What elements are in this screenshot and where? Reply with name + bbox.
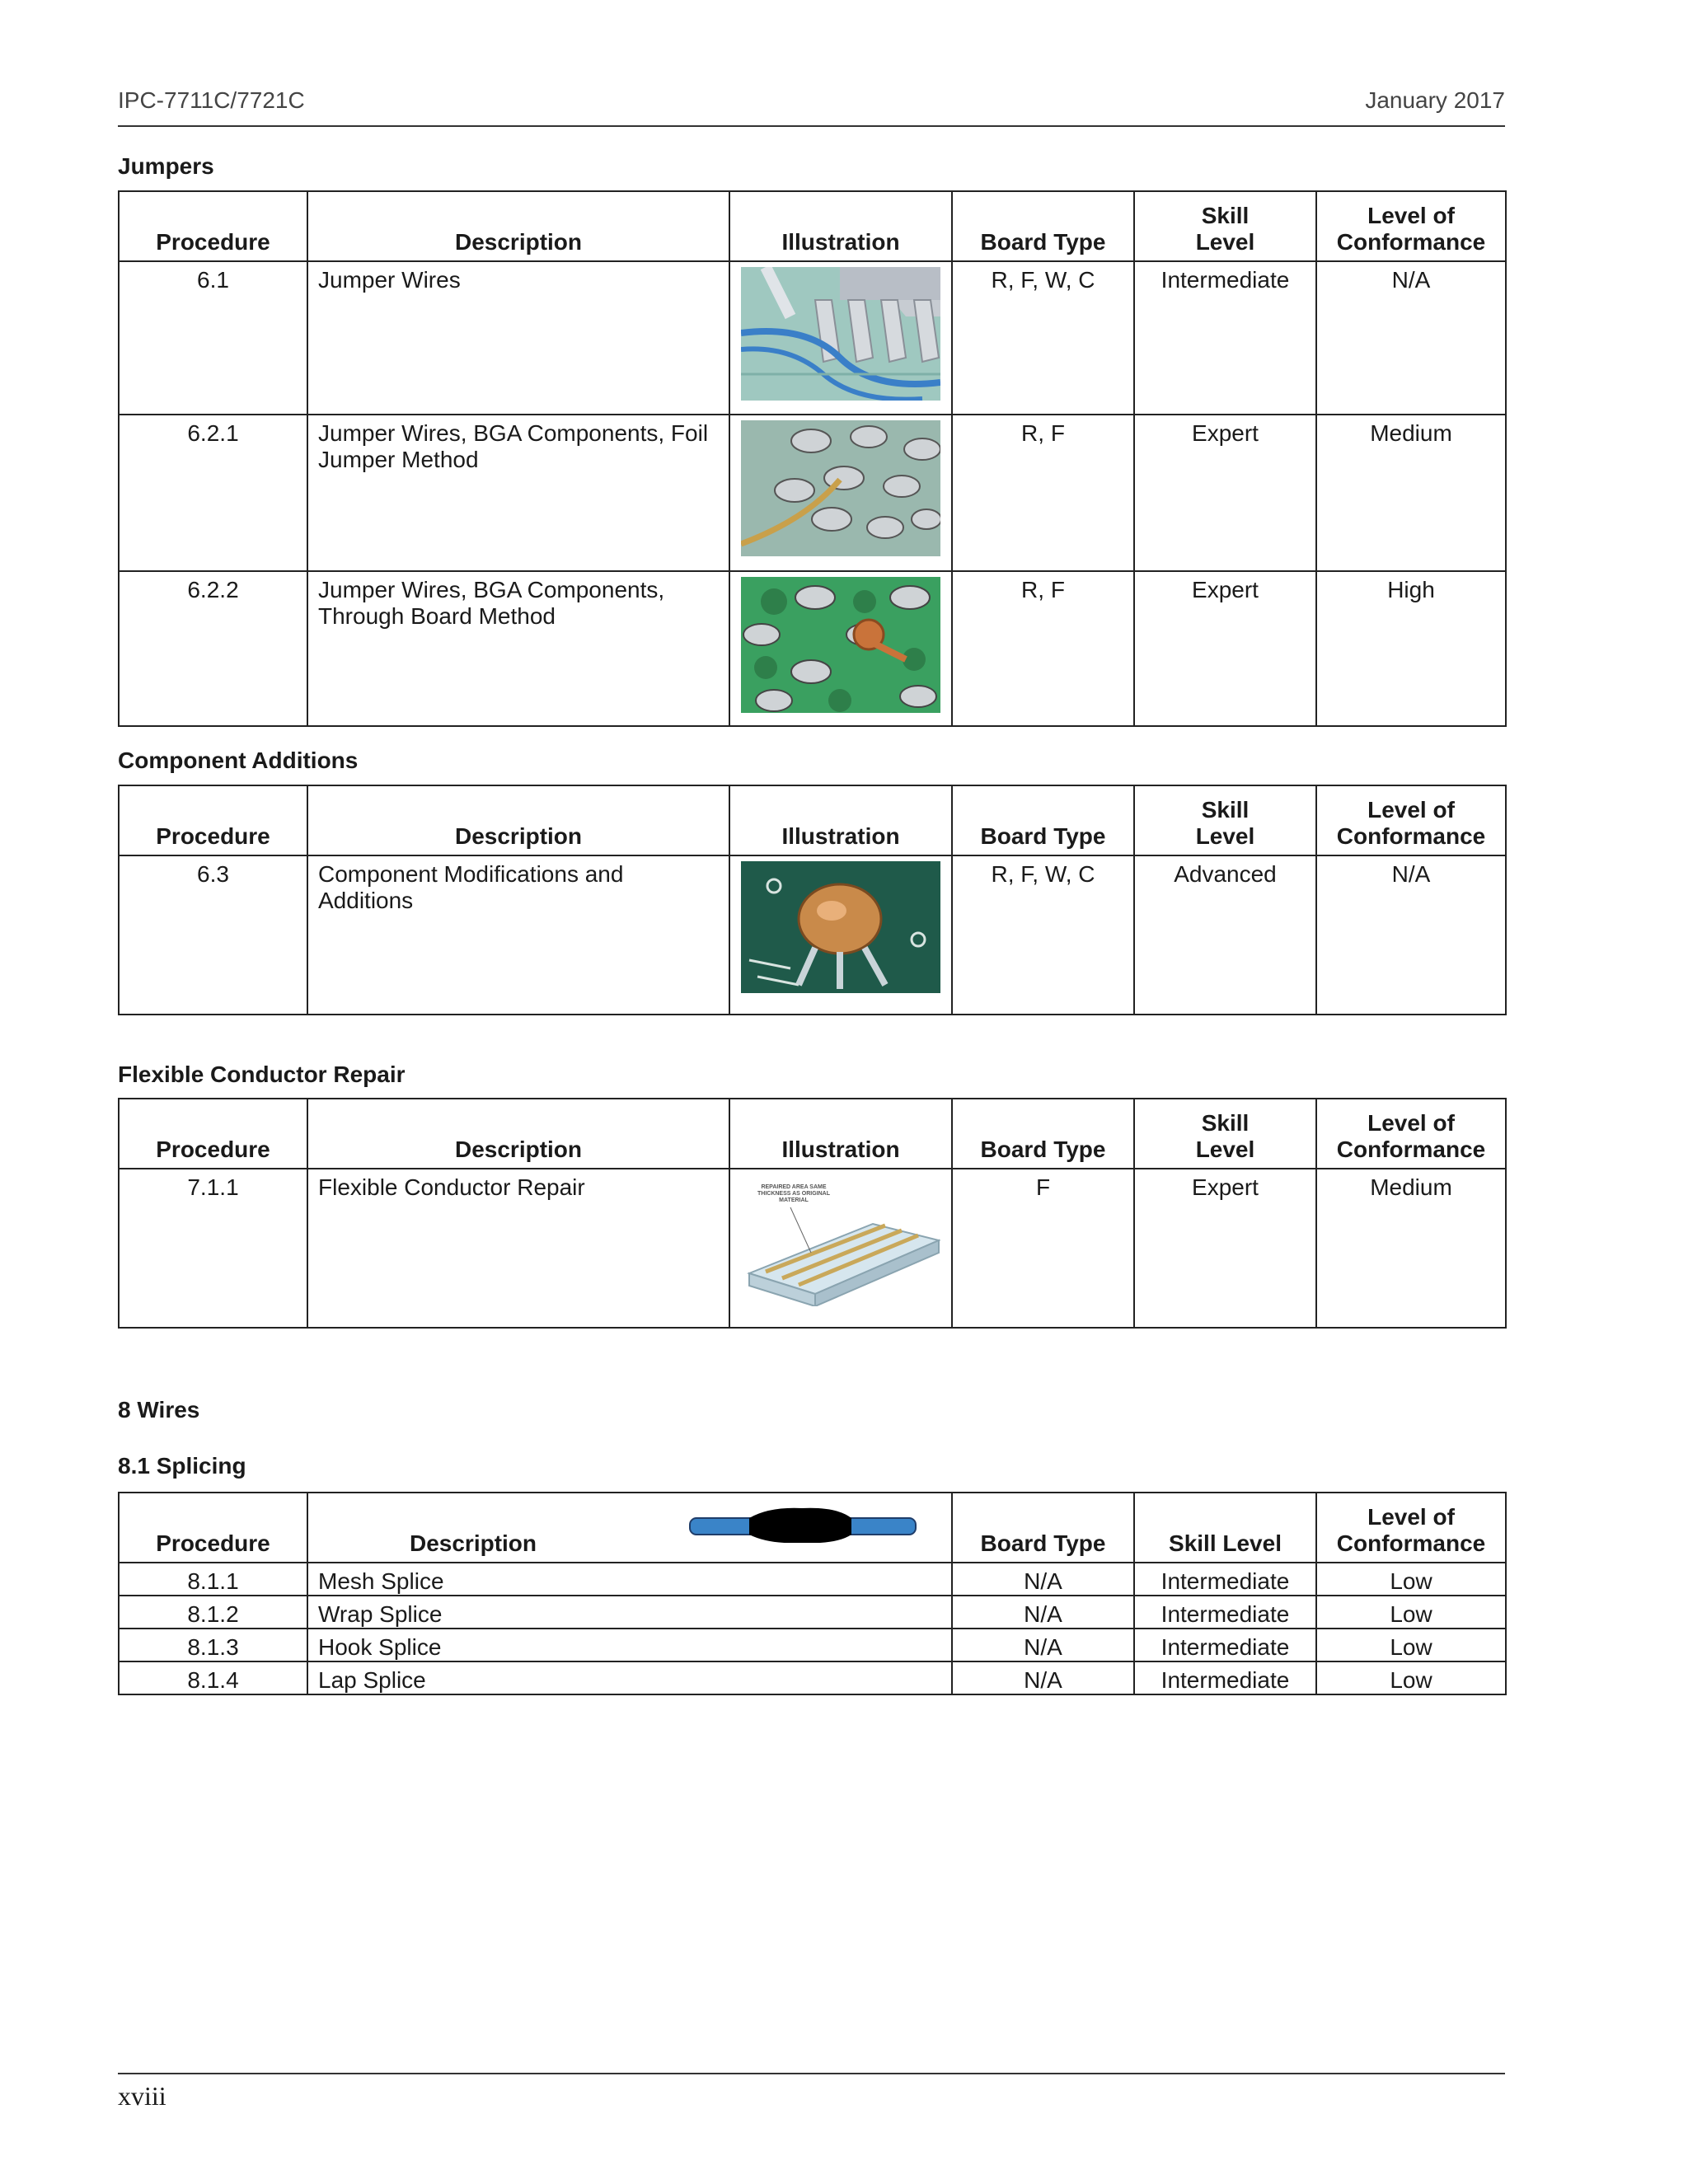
col-procedure: Procedure (119, 1493, 307, 1563)
col-conformance: Level of Conformance (1316, 191, 1506, 261)
conformance-level: N/A (1316, 855, 1506, 1015)
col-description: Description (307, 1493, 952, 1563)
col-description: Description (307, 1099, 729, 1169)
description: Hook Splice (307, 1629, 952, 1661)
col-board-type: Board Type (952, 1099, 1134, 1169)
table-header-row (119, 1493, 1506, 1563)
col-skill-level: Skill Level (1134, 1493, 1316, 1563)
conformance-level: Low (1316, 1629, 1506, 1661)
col-illustration: Illustration (729, 785, 952, 855)
section-title-splicing: 8.1 Splicing (118, 1453, 246, 1479)
through-board-illustration (741, 577, 940, 719)
table-header-row (119, 191, 1506, 261)
illustration-callout: REPAIRED AREA SAME THICKNESS AS ORIGINAL MATERIAL (757, 1184, 831, 1203)
description: Jumper Wires (307, 261, 729, 415)
page-header (118, 82, 1505, 127)
table-row (119, 1169, 1506, 1328)
conformance-level: N/A (1316, 261, 1506, 415)
col-procedure: Procedure (119, 785, 307, 855)
description: Jumper Wires, BGA Components, Foil Jumper Method (307, 415, 729, 571)
illustration-cell (729, 1169, 952, 1328)
col-procedure: Procedure (119, 1099, 307, 1169)
table-row (119, 415, 1506, 571)
document-date: January 2017 (1365, 87, 1505, 113)
board-type: R, F (952, 415, 1134, 571)
col-board-type: Board Type (952, 191, 1134, 261)
jumper-wires-illustration (741, 267, 940, 406)
col-skill-level: Skill Level (1134, 785, 1316, 855)
conformance-level: Low (1316, 1563, 1506, 1596)
col-conformance: Level of Conformance (1316, 785, 1506, 855)
conformance-level: High (1316, 571, 1506, 726)
page-footer-rule (118, 2073, 1505, 2074)
description: Lap Splice (307, 1661, 952, 1694)
flex-repair-table (118, 1098, 1507, 1329)
board-type: R, F, W, C (952, 261, 1134, 415)
component-modification-illustration (741, 861, 940, 999)
page-number: xviii (118, 2081, 166, 2111)
skill-level: Intermediate (1134, 1661, 1316, 1694)
procedure-number: 8.1.1 (119, 1563, 307, 1596)
chapter-title-wires: 8 Wires (118, 1397, 200, 1422)
document-id: IPC-7711C/7721C (118, 87, 305, 113)
skill-level: Advanced (1134, 855, 1316, 1015)
col-conformance: Level of Conformance (1316, 1493, 1506, 1563)
col-conformance: Level of Conformance (1316, 1099, 1506, 1169)
procedure-number: 8.1.4 (119, 1661, 307, 1694)
section-title-component-additions: Component Additions (118, 748, 359, 773)
table-header-row (119, 1099, 1506, 1169)
col-description: Description (307, 191, 729, 261)
table-row (119, 1661, 1506, 1694)
procedure-number: 6.2.2 (119, 571, 307, 726)
col-description: Description (307, 785, 729, 855)
col-procedure: Procedure (119, 191, 307, 261)
table-row (119, 261, 1506, 415)
board-type: F (952, 1169, 1134, 1328)
description: Flexible Conductor Repair (307, 1169, 729, 1328)
col-skill-level: Skill Level (1134, 1099, 1316, 1169)
splicing-table (118, 1492, 1507, 1695)
section-title-jumpers: Jumpers (118, 153, 214, 179)
table-header-row (119, 785, 1506, 855)
table-row (119, 1596, 1506, 1629)
table-row (119, 1629, 1506, 1661)
description: Jumper Wires, BGA Components, Through Board Method (307, 571, 729, 726)
illustration-cell (729, 855, 952, 1015)
skill-level: Intermediate (1134, 1596, 1316, 1629)
board-type: N/A (952, 1563, 1134, 1596)
col-board-type: Board Type (952, 785, 1134, 855)
col-skill-level: Skill Level (1134, 191, 1316, 261)
skill-level: Intermediate (1134, 1563, 1316, 1596)
description: Component Modifications and Additions (307, 855, 729, 1015)
col-illustration: Illustration (729, 191, 952, 261)
illustration-cell (729, 415, 952, 571)
board-type: R, F, W, C (952, 855, 1134, 1015)
skill-level: Expert (1134, 1169, 1316, 1328)
skill-level: Intermediate (1134, 261, 1316, 415)
board-type: R, F (952, 571, 1134, 726)
wire-splice-icon (687, 1507, 919, 1543)
col-board-type: Board Type (952, 1493, 1134, 1563)
description: Wrap Splice (307, 1596, 952, 1629)
conformance-level: Medium (1316, 415, 1506, 571)
procedure-number: 8.1.3 (119, 1629, 307, 1661)
section-title-flex-repair: Flexible Conductor Repair (118, 1062, 406, 1087)
procedure-number: 7.1.1 (119, 1169, 307, 1328)
foil-jumper-illustration (741, 420, 940, 562)
procedure-number: 6.2.1 (119, 415, 307, 571)
table-row (119, 571, 1506, 726)
procedure-number: 6.1 (119, 261, 307, 415)
board-type: N/A (952, 1596, 1134, 1629)
conformance-level: Low (1316, 1661, 1506, 1694)
description: Mesh Splice (307, 1563, 952, 1596)
skill-level: Intermediate (1134, 1629, 1316, 1661)
illustration-cell (729, 571, 952, 726)
jumpers-table (118, 190, 1507, 727)
component-additions-table (118, 785, 1507, 1015)
procedure-number: 6.3 (119, 855, 307, 1015)
board-type: N/A (952, 1661, 1134, 1694)
table-row (119, 855, 1506, 1015)
skill-level: Expert (1134, 415, 1316, 571)
conformance-level: Low (1316, 1596, 1506, 1629)
col-illustration: Illustration (729, 1099, 952, 1169)
table-row (119, 1563, 1506, 1596)
conformance-level: Medium (1316, 1169, 1506, 1328)
illustration-cell (729, 261, 952, 415)
flex-repair-illustration (741, 1174, 940, 1306)
skill-level: Expert (1134, 571, 1316, 726)
procedure-number: 8.1.2 (119, 1596, 307, 1629)
board-type: N/A (952, 1629, 1134, 1661)
